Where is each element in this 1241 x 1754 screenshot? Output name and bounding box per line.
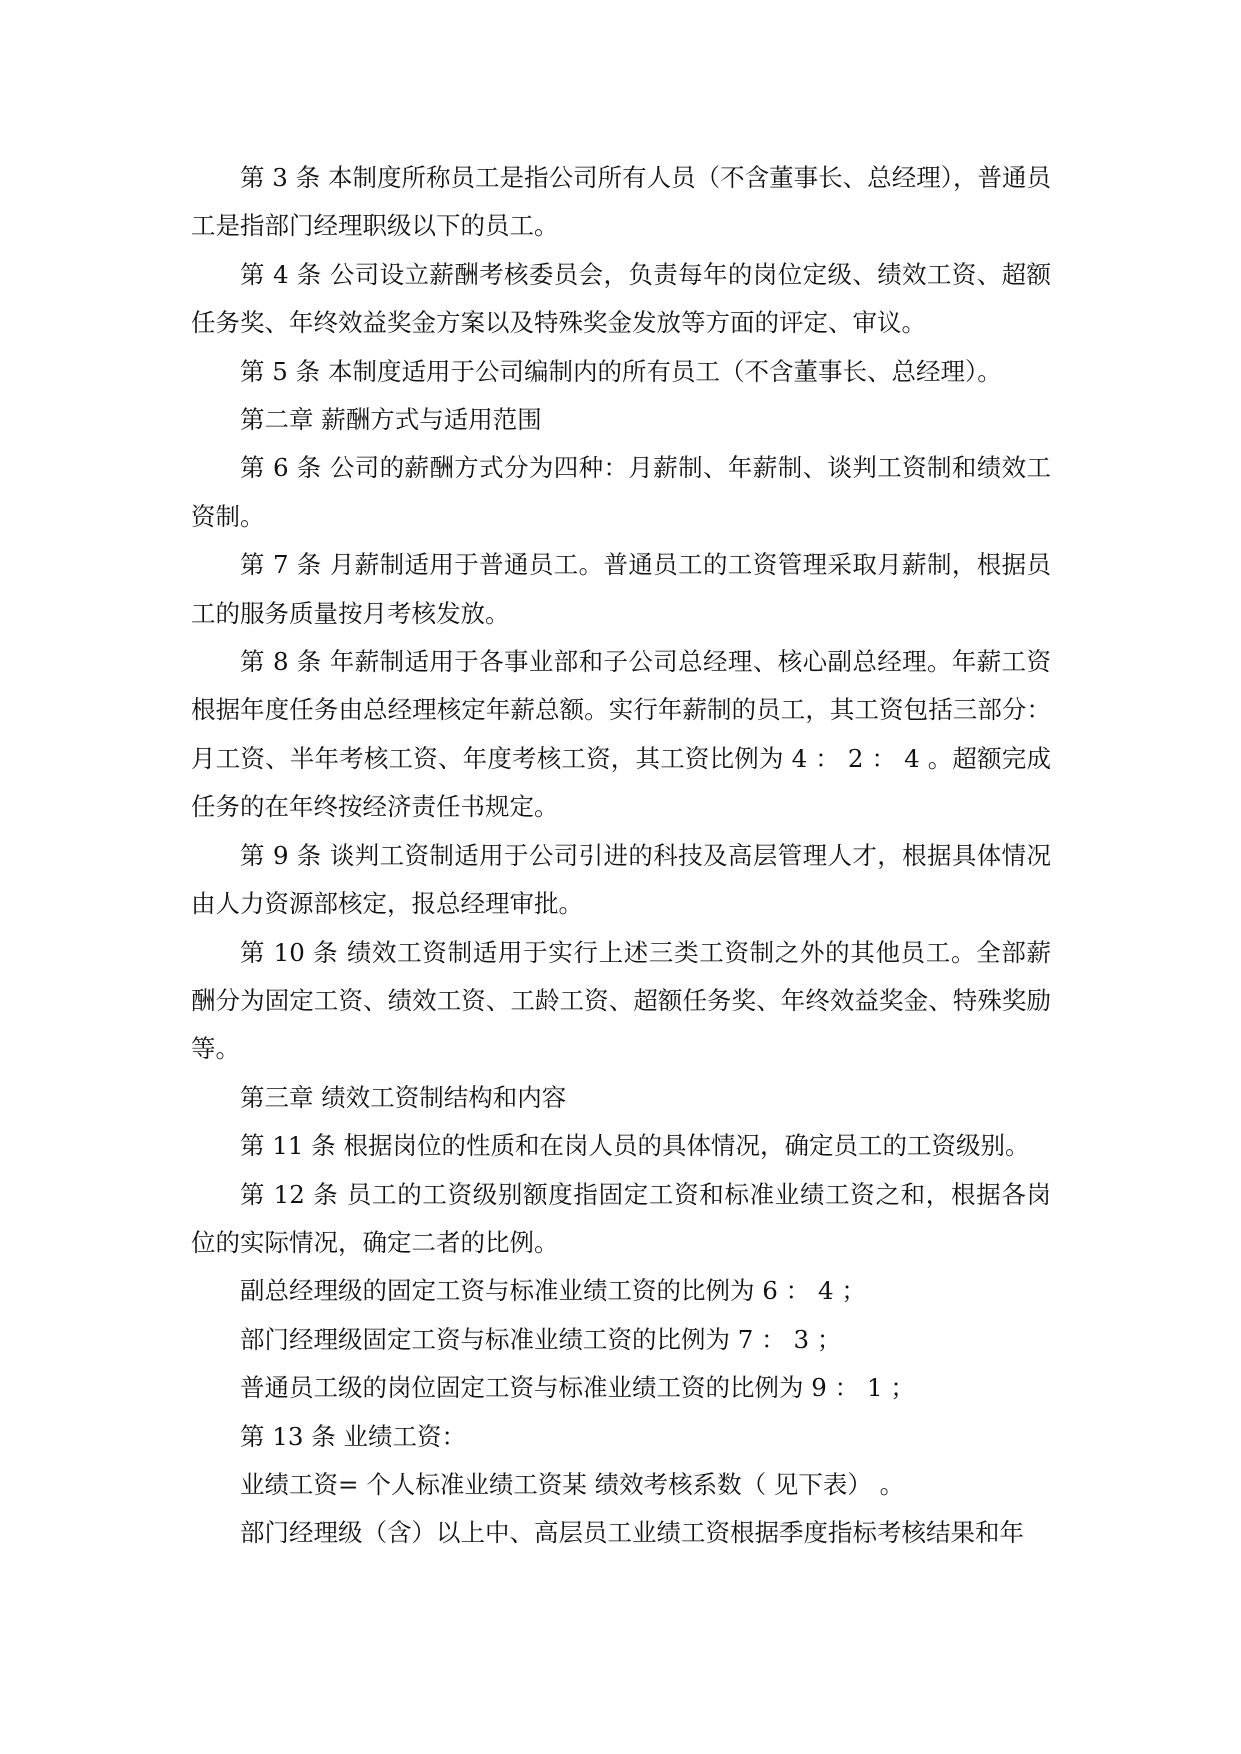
article-11: 第 11 条 根据岗位的性质和在岗人员的具体情况，确定员工的工资级别。 — [240, 1131, 1030, 1161]
article-10: 第 10 条 绩效工资制适用于实行上述三类工资制之外的其他员工。全部薪酬分为固定工资、绩效工资、工龄工资、超额任务奖、年终效益奖金、特殊奖励等。 — [191, 937, 1051, 1064]
ratio-deputy-gm: 副总经理级的固定工资与标准业绩工资的比例为 6 ： 4 ； — [240, 1276, 866, 1306]
article-12: 第 12 条 员工的工资级别额度指固定工资和标准业绩工资之和，根据各岗位的实际情况，确定二者的比例。 — [191, 1179, 1051, 1257]
article-6: 第 6 条 公司的薪酬方式分为四种：月薪制、年薪制、谈判工资制和绩效工资制。 — [191, 453, 1051, 531]
ratio-staff: 普通员工级的岗位固定工资与标准业绩工资的比例为 9 ： 1 ； — [240, 1373, 915, 1403]
mid-senior-performance-pay: 部门经理级（含）以上中、高层员工业绩工资根据季度指标考核结果和年 — [240, 1518, 1024, 1548]
article-3: 第 3 条 本制度所称员工是指公司所有人员（不含董事长、总经理），普通员工是指部门经理职级以下的员工。 — [191, 163, 1051, 241]
document-body — [191, 154, 1051, 1558]
article-5: 第 5 条 本制度适用于公司编制内的所有员工（不含董事长、总经理）。 — [240, 356, 1002, 386]
article-7: 第 7 条 月薪制适用于普通员工。普通员工的工资管理采取月薪制，根据员工的服务质量按月考核发放。 — [191, 550, 1051, 628]
article-13: 第 13 条 业绩工资： — [240, 1421, 467, 1451]
article-8: 第 8 条 年薪制适用于各事业部和子公司总经理、核心副总经理。年薪工资根据年度任务由总经理核定年薪总额。实行年薪制的员工，其工资包括三部分：月工资、半年考核工资、年度考核工资，其工资比例为 4 ： 2 ： 4 。超额完成任务的在年终按经济责任书规定。 — [191, 647, 1051, 822]
chapter-2-heading: 第二章 薪酬方式与适用范围 — [240, 405, 542, 435]
article-9: 第 9 条 谈判工资制适用于公司引进的科技及高层管理人才，根据具体情况由人力资源部核定，报总经理审批。 — [191, 840, 1051, 919]
ratio-dept-manager: 部门经理级固定工资与标准业绩工资的比例为 7 ： 3 ； — [240, 1324, 842, 1354]
performance-pay-formula: 业绩工资= 个人标准业绩工资某 绩效考核系数（ 见下表） 。 — [240, 1469, 905, 1499]
chapter-3-heading: 第三章 绩效工资制结构和内容 — [240, 1082, 567, 1112]
article-4: 第 4 条 公司设立薪酬考核委员会，负责每年的岗位定级、绩效工资、超额任务奖、年终效益奖金方案以及特殊奖金发放等方面的评定、审议。 — [191, 259, 1051, 338]
